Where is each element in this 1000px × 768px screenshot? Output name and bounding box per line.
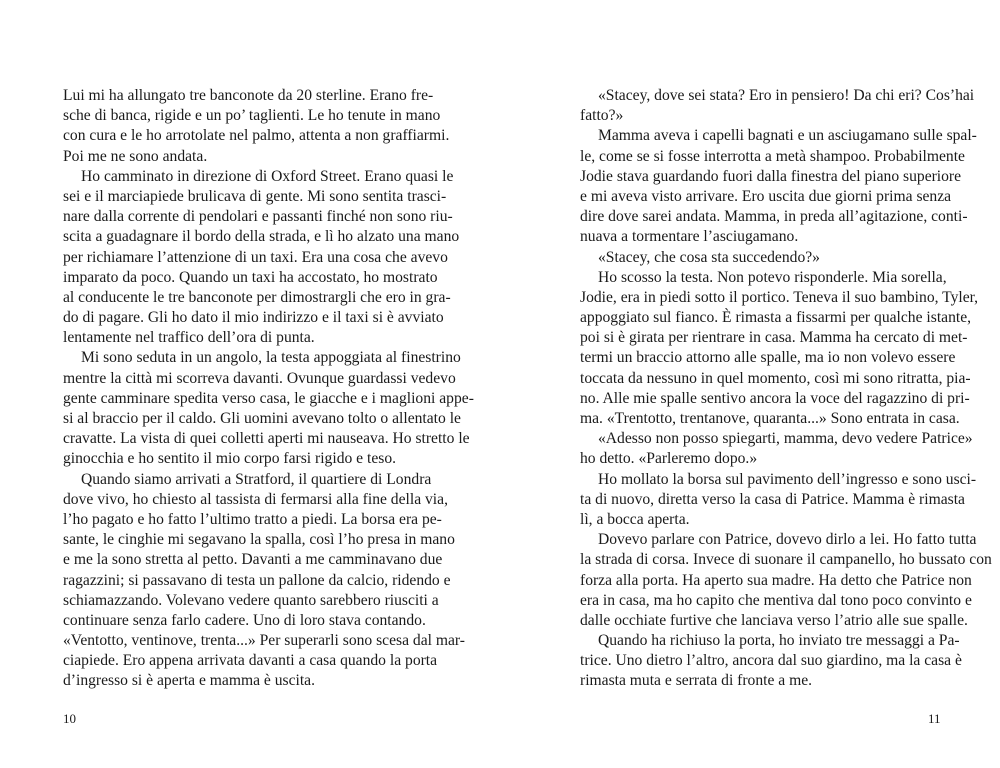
text-line: ho detto. «Parleremo dopo.» [580,450,758,468]
text-line: Ho camminato in direzione di Oxford Street. Erano quasi le [81,167,454,185]
text-line: Mamma aveva i capelli bagnati e un asciugamano sulle spal- [598,127,977,145]
text-line: dove vivo, ho chiesto al tassista di fermarsi alla fine della via, [63,490,448,508]
text-line: si al braccio per il caldo. Gli uomini avevano tolto o allentato le [63,410,461,427]
text-line: Ho mollato la borsa sul pavimento dell’ingresso e sono usci- [598,470,977,488]
paragraph [63,348,474,469]
text-line: «Stacey, dove sei stata? Ero in pensiero! Da chi eri? Cos’hai [598,87,975,104]
paragraph [580,268,979,430]
paragraph [580,86,975,126]
text-line: «Stacey, che cosa sta succedendo?» [598,248,820,266]
text-line: per richiamare l’attenzione di un taxi. Era una cosa che avevo [63,248,448,266]
text-line: rimasta muta e serrata di fronte a me. [580,672,813,690]
text-line: Jodie, era in piedi sotto il portico. Teneva il suo bambino, Tyler, [580,288,979,306]
text-line: ciapiede. Ero appena arrivata davanti a casa quando la porta [63,652,438,670]
text-line: cravatte. La vista di quei colletti aperti mi nauseava. Ho stretto le [63,430,470,448]
text-line: imparato da poco. Quando un taxi ha accostato, ho mostrato [63,268,438,286]
text-line: Jodie stava guardando fuori dalla finestra del piano superiore [580,167,962,185]
paragraph [63,167,460,349]
text-line: e me la sono stretta al petto. Davanti a me camminavano due [63,551,443,569]
text-line: poi si è girata per rientrare in casa. Mamma ha cercato di met- [580,329,968,347]
text-line: termi un braccio attorno alle spalle, ma io non volevo essere [580,349,956,367]
text-line: forza alla porta. Ha aperto sua madre. Ha detto che Patrice non [580,571,972,589]
text-line: sante, le cinghie mi segavano la spalla, così l’ho presa in mano [63,531,455,549]
text-line: fatto?» [580,107,624,125]
left-page-text [63,86,474,692]
text-line: «Adesso non posso spiegarti, mamma, devo vedere Patrice» [598,430,973,448]
text-line: Dovevo parlare con Patrice, dovevo dirlo a lei. Ho fatto tutta [598,531,977,549]
text-line: Poi me ne sono andata. [63,147,208,165]
text-line: la strada di corsa. Invece di suonare il campanello, ho bussato con [580,551,992,569]
text-line: sei e il marciapiede brulicava di gente. Mi sono sentita trasci- [63,187,447,205]
text-line: con cura e le ho arrotolate nel palmo, attenta a non graffiarmi. [63,127,450,145]
paragraph [580,530,992,631]
text-line: schiamazzando. Volevano vedere quanto sarebbero riusciti a [63,591,439,609]
text-line: dire dove sarei andata. Mamma, in preda all’agitazione, conti- [580,208,968,226]
text-line: d’ingresso si è aperta e mamma è uscita. [63,672,316,690]
text-line: mentre la città mi scorreva davanti. Ovunque guardassi vedevo [63,369,456,387]
right-page-number: 11 [928,711,941,726]
text-line: le, come se si fosse interrotta a metà shampoo. Probabilmente [580,147,965,165]
text-line: nare dalla corrente di pendolari e passanti finché non sono riu- [63,208,453,226]
text-line: «Ventotto, ventinove, trenta...» Per superarli sono scesa dal mar- [63,632,465,650]
text-line: l’ho pagato e ho fatto l’ultimo tratto a piedi. La borsa era pe- [63,510,442,528]
text-line: lì, a bocca aperta. [580,510,690,528]
text-line: Ho scosso la testa. Non potevo risponderle. Mia sorella, [598,268,947,286]
text-line: sche di banca, rigide e un po’ taglienti. Le ho tenute in mano [63,107,441,125]
text-line: scita a guadagnare il bordo della strada, e lì ho alzato una mano [63,228,460,246]
text-line: ragazzini; si passavano di testa un pallone da calcio, ridendo e [63,571,451,589]
text-line: do di pagare. Gli ho dato il mio indirizzo e il taxi si è avviato [63,309,444,327]
text-line: ma. «Trentotto, trentanove, quaranta...» Sono entrata in casa. [580,410,960,427]
right-page-text [580,86,992,692]
text-line: Quando siamo arrivati a Stratford, il quartiere di Londra [81,470,432,488]
text-line: trice. Uno dietro l’altro, ancora dal suo giardino, ma la casa è [580,652,962,670]
text-line: ginocchia e ho sentito il mio corpo farsi rigido e teso. [63,450,397,468]
paragraph [580,429,973,469]
text-line: lentamente nel traffico dell’ora di punta. [63,329,315,347]
text-line: e mi aveva visto arrivare. Ero uscita due giorni prima senza [580,187,952,205]
paragraph [63,470,465,692]
text-line: continuare senza farlo cadere. Uno di loro stava contando. [63,611,426,629]
paragraph [580,126,977,247]
text-line: no. Alle mie spalle sentivo ancora la voce del ragazzino di pri- [580,389,970,407]
text-line: al conducente le tre banconote per dimostrargli che ero in gra- [63,288,451,306]
left-page [63,86,474,692]
text-line: Lui mi ha allungato tre banconote da 20 sterline. Erano fre- [63,87,434,104]
text-line: ta di nuovo, diretta verso la casa di Patrice. Mamma è rimasta [580,490,965,508]
right-page [580,86,992,692]
text-line: Mi sono seduta in un angolo, la testa appoggiata al finestrino [81,349,461,367]
text-line: toccata da nessuno in quel momento, così mi sono ritratta, pia- [580,369,971,387]
paragraph [63,86,450,167]
text-line: gente camminare spedita verso casa, le giacche e i maglioni appe- [63,389,474,407]
paragraph [580,631,962,692]
left-page-number: 10 [63,711,76,726]
text-line: appoggiato sul fianco. È rimasta a fissarmi per qualche istante, [580,309,972,327]
text-line: nuava a tormentare l’asciugamano. [580,228,799,246]
text-line: dalle occhiate furtive che lanciava verso l’atrio alle sue spalle. [580,611,968,629]
paragraph [580,248,940,268]
text-line: Quando ha richiuso la porta, ho inviato tre messaggi a Pa- [598,632,960,650]
paragraph [580,470,977,531]
text-line: era in casa, ma ho capito che mentiva dal tono poco convinto e [580,591,972,609]
